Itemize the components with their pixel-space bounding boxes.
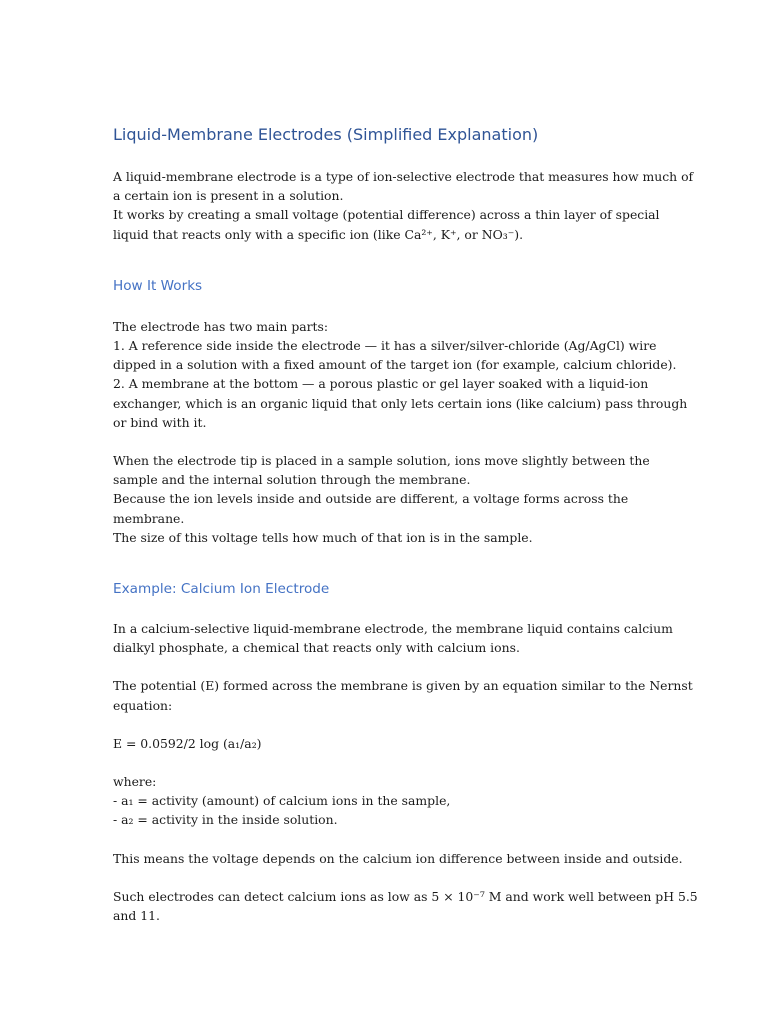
process-line: Because the ion levels inside and outside are different, a voltage forms across the — [113, 491, 629, 507]
process-line: The size of this voltage tells how much of that ion is in the sample. — [113, 529, 533, 545]
process-paragraph — [113, 451, 658, 547]
potential-line: equation: — [113, 697, 173, 713]
where-paragraph — [113, 772, 658, 830]
parts-line: 1. A reference side inside the electrode — it has a silver/silver-chloride (Ag/AgCl) wire — [113, 338, 657, 354]
parts-line: dipped in a solution with a fixed amount of the target ion (for example, calcium chloride). — [113, 357, 677, 373]
parts-line: exchanger, which is an organic liquid that only lets certain ions (like calcium) pass through — [113, 395, 688, 411]
where-line: where: — [113, 774, 157, 790]
process-line: sample and the internal solution through the membrane. — [113, 472, 471, 488]
document-title: Liquid-Membrane Electrodes (Simplified Explanation) — [113, 125, 539, 144]
intro-line: It works by creating a small voltage (potential difference) across a thin layer of special — [113, 207, 660, 223]
potential-line: The potential (E) formed across the membrane is given by an equation similar to the Nernst — [113, 678, 693, 694]
process-line: membrane. — [113, 510, 185, 526]
potential-paragraph — [113, 676, 693, 714]
detection-line: Such electrodes can detect calcium ions as low as 5 × 10⁻⁷ M and work well between pH 5.5 — [113, 888, 698, 904]
detection-line: and 11. — [113, 908, 160, 924]
parts-line: The electrode has two main parts: — [113, 318, 329, 334]
document-page — [113, 124, 698, 925]
meaning-paragraph — [113, 849, 683, 868]
equation-line: E = 0.0592/2 log (a₁/a₂) — [113, 735, 262, 751]
example-line: In a calcium-selective liquid-membrane electrode, the membrane liquid contains calcium — [113, 621, 673, 637]
meaning-line: This means the voltage depends on the calcium ion difference between inside and outside. — [113, 850, 683, 866]
intro-paragraph — [113, 167, 694, 244]
where-line: - a₁ = activity (amount) of calcium ions in the sample, — [113, 793, 451, 809]
intro-line: a certain ion is present in a solution. — [113, 188, 344, 204]
section-heading-example: Example: Calcium Ion Electrode — [113, 581, 330, 598]
parts-line: 2. A membrane at the bottom — a porous plastic or gel layer soaked with a liquid-ion — [113, 376, 649, 392]
section-heading-how-it-works: How It Works — [113, 277, 203, 294]
example-paragraph — [113, 619, 673, 657]
example-line: dialkyl phosphate, a chemical that reacts only with calcium ions. — [113, 640, 520, 656]
process-line: When the electrode tip is placed in a sample solution, ions move slightly between the — [113, 453, 650, 469]
equation — [113, 734, 658, 753]
intro-line: A liquid-membrane electrode is a type of ion-selective electrode that measures how much of — [113, 169, 694, 184]
intro-line: liquid that reacts only with a specific ion (like Ca²⁺, K⁺, or NO₃⁻). — [113, 226, 524, 242]
detection-paragraph — [113, 887, 698, 925]
parts-paragraph — [113, 317, 688, 432]
parts-line: or bind with it. — [113, 414, 207, 430]
where-line: - a₂ = activity in the inside solution. — [113, 812, 338, 828]
